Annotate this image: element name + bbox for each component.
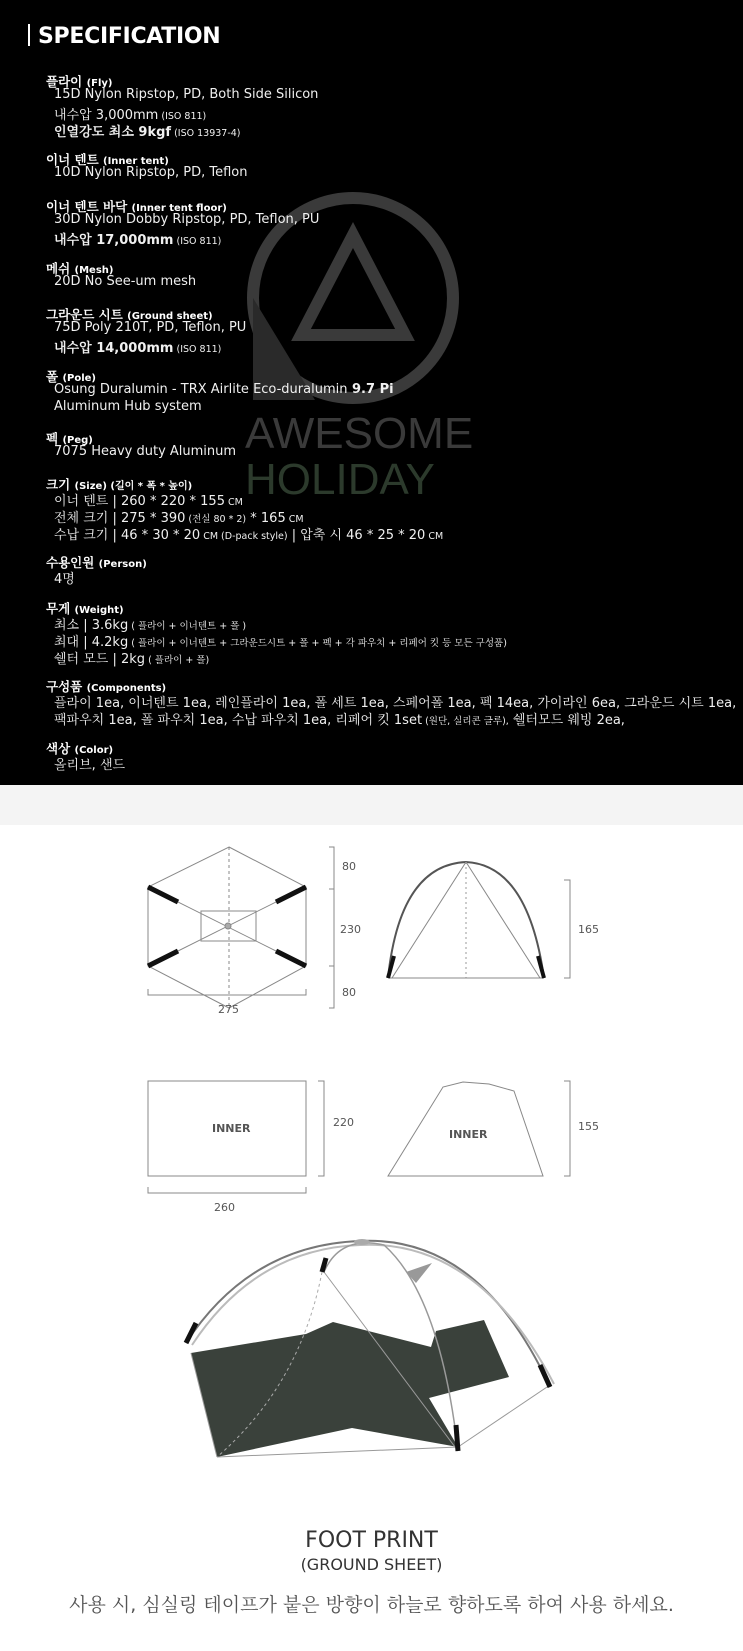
spec-line: [54, 754, 125, 773]
footprint-illustration: [186, 1239, 554, 1457]
spec-line-after: * 165: [246, 511, 286, 526]
spec-line: [54, 399, 202, 414]
spec-line: [54, 165, 248, 180]
spec-line-after: 쉘터모드 웨빙 2ea,: [508, 713, 625, 728]
spec-line-text: 전체 크기 | 275 * 390: [54, 511, 186, 526]
watermark-line1: AWESOME: [245, 409, 474, 458]
section-title-en: (Color): [74, 745, 114, 756]
spec-line-after: | 압축 시 46 * 25 * 20: [287, 528, 426, 543]
section-title-en: (Mesh): [74, 265, 114, 276]
specification-panel: [0, 0, 743, 785]
section-title-ko: 크기: [46, 477, 75, 492]
section-title-en: (Inner tent): [103, 156, 169, 167]
spec-line: [54, 709, 625, 728]
footprint-title: FOOT PRINT: [305, 1528, 438, 1553]
spec-line: [54, 121, 241, 140]
section-title-en: (Components): [86, 683, 167, 694]
spec-line-note: (ISO 811): [173, 236, 222, 247]
section-title-ko: 수용인원: [46, 555, 99, 570]
spec-line-text: 인열강도 최소 9kgf: [54, 125, 172, 140]
inner-top-label: INNER: [212, 1122, 251, 1135]
section-title-ko: 이너 텐트 바닥: [46, 199, 132, 214]
fly-dim-width: 275: [218, 1003, 239, 1016]
fly-dim-back: 80: [342, 986, 356, 999]
spec-line: [54, 568, 75, 587]
section-title-ko: 메쉬: [46, 261, 75, 276]
spec-line-text: 10D Nylon Ripstop, PD, Teflon: [54, 165, 248, 180]
fly-side-view: [388, 862, 570, 978]
spec-heading: [28, 24, 220, 49]
spec-line-text: 이너 텐트 | 260 * 220 * 155: [54, 494, 225, 509]
heading-bar: [28, 24, 30, 46]
spec-line-text: Osung Duralumin - TRX Airlite Eco-duralumin: [54, 382, 348, 397]
spec-line-note: (ISO 811): [173, 344, 222, 355]
section-title-ko: 색상: [46, 741, 75, 756]
spec-line-text: 최소 | 3.6kg: [54, 618, 129, 633]
spec-line: [54, 274, 196, 289]
inner-dim-height: 155: [578, 1120, 599, 1133]
spec-line-note: (ISO 811): [158, 111, 207, 122]
spec-line: [54, 524, 443, 543]
spec-line: [54, 229, 221, 248]
section-title-en: (Pole): [62, 373, 96, 384]
inner-top-view: [148, 1081, 324, 1193]
section-divider: [0, 785, 743, 825]
section-title-en: (Weight): [74, 605, 124, 616]
spec-line-text: 내수압 17,000mm: [54, 233, 174, 248]
spec-line-text: Aluminum Hub system: [54, 399, 202, 414]
spec-line-bold: 9.7 Pi: [347, 382, 394, 397]
section-title-en: (Fly): [86, 78, 113, 89]
section-title-ko: 이너 텐트: [46, 152, 104, 167]
spec-line: [54, 444, 236, 459]
spec-line: [54, 648, 209, 667]
fly-dim-front: 80: [342, 860, 356, 873]
section-title-ko: 폴: [46, 369, 63, 384]
section-title-en: (Peg): [62, 435, 93, 446]
section-title-ko: 펙: [46, 431, 63, 446]
section-title-en: (Inner tent floor): [131, 203, 227, 214]
fly-dim-height: 165: [578, 923, 599, 936]
section-title-en: (Person): [98, 559, 147, 570]
spec-line-text: 팩파우치 1ea, 폴 파우치 1ea, 수납 파우치 1ea, 리페어 킷 1set: [54, 713, 423, 728]
spec-line-text: 7075 Heavy duty Aluminum: [54, 444, 237, 459]
spec-line: [54, 337, 221, 356]
spec-line-text: 내수압 3,000mm: [54, 108, 159, 123]
spec-line-note: ( 플라이 + 이너텐트 + 그라운드시트 + 폴 + 펙 + 각 파우치 + 리페어 킷 등 모든 구성품): [128, 638, 507, 649]
spec-line-note: (ISO 13937-4): [171, 128, 241, 139]
footprint-subtitle: (GROUND SHEET): [300, 1555, 443, 1574]
spec-line-text: 20D No See-um mesh: [54, 274, 197, 289]
inner-side-label: INNER: [449, 1128, 488, 1141]
section-title-ko: 무게: [46, 601, 75, 616]
spec-line-text: 수납 크기 | 46 * 30 * 20: [54, 528, 201, 543]
spec-heading-text: SPECIFICATION: [38, 24, 221, 49]
spec-line-note: (원단, 실리콘 글루),: [422, 716, 509, 727]
spec-line-unit: CM: [425, 531, 444, 542]
watermark-line2: HOLIDAY: [245, 455, 435, 504]
inner-dim-width: 260: [214, 1201, 235, 1214]
spec-line-text: 최대 | 4.2kg: [54, 635, 129, 650]
spec-line-note: ( 플라이 + 폴): [145, 655, 210, 666]
section-title-en: (Size) (길이 * 폭 * 높이): [74, 481, 193, 492]
fly-top-view: [148, 847, 334, 1008]
spec-line: [54, 87, 318, 102]
spec-line-text: 쉘터 모드 | 2kg: [54, 652, 146, 667]
spec-line-text: 내수압 14,000mm: [54, 341, 174, 356]
spec-line: [54, 382, 394, 397]
spec-line-note: CM: [224, 497, 243, 508]
section-title-ko: 그라운드 시트: [46, 307, 128, 322]
section-title-en: (Ground sheet): [127, 311, 213, 322]
spec-line-text: 75D Poly 210T, PD, Teflon, PU: [54, 320, 247, 335]
spec-line-text: 4명: [54, 572, 75, 587]
spec-line-text: 30D Nylon Dobby Ripstop, PD, Teflon, PU: [54, 212, 320, 227]
usage-caption: 사용 시, 심실링 테이프가 붙은 방향이 하늘로 향하도록 하여 사용 하세요.: [69, 1594, 674, 1616]
spec-line-note: (전실 80 * 2): [185, 514, 247, 525]
fly-dim-mid: 230: [340, 923, 361, 936]
spec-line-text: 15D Nylon Ripstop, PD, Both Side Silicon: [54, 87, 319, 102]
spec-line-note: CM (D-pack style): [200, 531, 288, 542]
spec-line-unit: CM: [285, 514, 304, 525]
spec-line-text: 올리브, 샌드: [54, 758, 126, 773]
inner-dim-depth: 220: [333, 1116, 354, 1129]
section-title-ko: 플라이: [46, 74, 87, 89]
spec-line-text: 플라이 1ea, 이너텐트 1ea, 레인플라이 1ea, 폴 세트 1ea, 스페어폴 1ea, 펙 14ea, 가이라인 6ea, 그라운드 시트 1ea,: [54, 696, 737, 711]
spec-line: [54, 212, 319, 227]
spec-line: [54, 320, 246, 335]
spec-line-note: ( 플라이 + 이너텐트 + 폴 ): [128, 621, 247, 632]
section-title-ko: 구성품: [46, 679, 87, 694]
awesome-holiday-logo-watermark: [245, 190, 485, 530]
